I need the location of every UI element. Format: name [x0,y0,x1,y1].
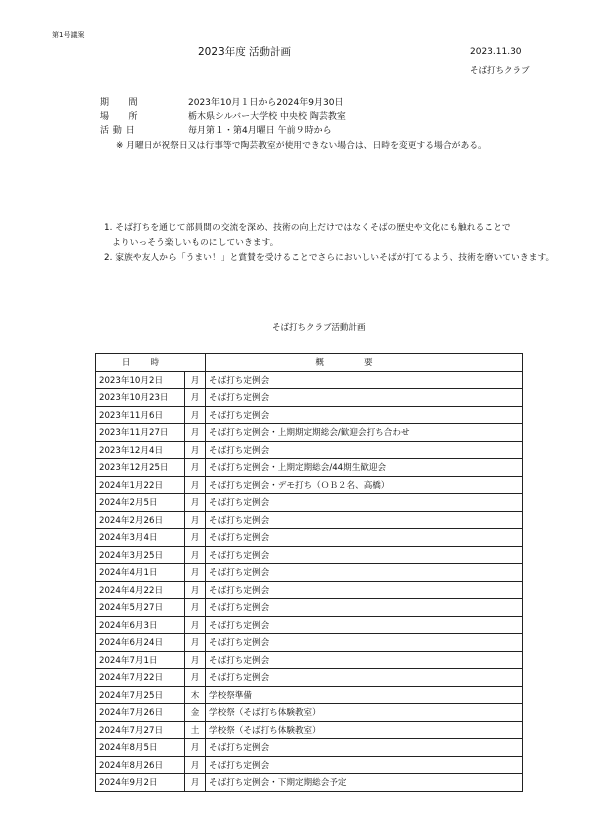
row-date: 2024年6月24日 [96,634,185,652]
row-date: 2024年8月5日 [96,739,185,757]
goal-1-line-1: 1. そば打ちを通じて部員間の交流を深め、技術の向上だけではなくそばの歴史や文化にも触れることで [104,223,511,233]
doc-number: 第1号議案 [52,31,85,39]
row-summary: そば打ち定例会・下期定期総会予定 [206,774,523,792]
row-weekday: 月 [185,459,206,477]
row-date: 2024年7月1日 [96,651,185,669]
row-weekday: 木 [185,686,206,704]
row-summary: そば打ち定例会 [206,739,523,757]
row-weekday: 月 [185,651,206,669]
row-weekday: 月 [185,511,206,529]
table-row [96,564,523,582]
table-row [96,704,523,722]
table-row [96,406,523,424]
row-weekday: 月 [185,599,206,617]
row-summary: 学校祭準備 [206,686,523,704]
info-block [100,94,346,136]
info-row-days [100,122,346,136]
row-summary: 学校祭（そば打ち体験教室） [206,721,523,739]
table-row [96,441,523,459]
table-row [96,581,523,599]
info-row-period [100,94,346,108]
table-row [96,616,523,634]
row-date: 2023年10月2日 [96,371,185,389]
row-summary: そば打ち定例会 [206,616,523,634]
row-weekday: 土 [185,721,206,739]
row-summary: そば打ち定例会 [206,669,523,687]
table-row [96,389,523,407]
row-summary: そば打ち定例会 [206,511,523,529]
info-row-place [100,108,346,122]
info-key: 活 動 日 [100,125,136,136]
row-date: 2023年10月23日 [96,389,185,407]
row-date: 2023年11月27日 [96,424,185,442]
row-date: 2024年3月25日 [96,546,185,564]
table-row [96,651,523,669]
row-weekday: 月 [185,564,206,582]
table-row [96,599,523,617]
goal-1-line-2: よりいっそう楽しいものにしていきます。 [112,238,279,248]
goal-2: 2. 家族や友人から「うまい！」と賞賛を受けることでさらにおいしいそばが打てるよう、技術を磨いていきます。 [104,253,555,263]
row-weekday: 月 [185,389,206,407]
row-date: 2024年7月26日 [96,704,185,722]
table-row [96,529,523,547]
schedule-note: ※ 月曜日が祝祭日又は行事等で陶芸教室が使用できない場合は、日時を変更する場合がある。 [116,141,487,151]
doc-date: 2023.11.30 [470,47,522,57]
table-row [96,476,523,494]
info-key: 場 所 [100,111,139,122]
row-date: 2024年2月26日 [96,511,185,529]
row-date: 2024年6月3日 [96,616,185,634]
row-date: 2024年2月5日 [96,494,185,512]
table-row [96,634,523,652]
schedule-table [95,353,523,792]
row-summary: そば打ち定例会 [206,651,523,669]
row-date: 2023年11月6日 [96,406,185,424]
row-weekday: 月 [185,634,206,652]
row-summary: そば打ち定例会 [206,756,523,774]
row-weekday: 月 [185,581,206,599]
row-date: 2023年12月25日 [96,459,185,477]
table-row [96,546,523,564]
row-date: 2024年9月2日 [96,774,185,792]
table-row [96,739,523,757]
info-value: 栃木県シルバー大学校 中央校 陶芸教室 [188,111,346,122]
row-summary: そば打ち定例会 [206,406,523,424]
header-date: 日時 [96,354,206,372]
row-summary: そば打ち定例会 [206,389,523,407]
row-weekday: 月 [185,406,206,424]
table-row [96,756,523,774]
info-value: 2023年10月１日から2024年9月30日 [188,97,344,108]
row-summary: そば打ち定例会・上期定期総会/44期生歓迎会 [206,459,523,477]
row-summary: そば打ち定例会 [206,441,523,459]
row-weekday: 月 [185,494,206,512]
row-weekday: 月 [185,774,206,792]
row-weekday: 金 [185,704,206,722]
row-date: 2023年12月4日 [96,441,185,459]
row-summary: そば打ち定例会 [206,546,523,564]
page-title: 2023年度 活動計画 [198,46,292,58]
row-summary: そば打ち定例会 [206,371,523,389]
header-summary: 概要 [206,354,523,372]
row-summary: そば打ち定例会・上期期定期総会/歓迎会打ち合わせ [206,424,523,442]
table-row [96,459,523,477]
organization-name: そば打ちクラブ [470,66,530,76]
row-weekday: 月 [185,739,206,757]
row-weekday: 月 [185,756,206,774]
row-date: 2024年1月22日 [96,476,185,494]
row-date: 2024年4月22日 [96,581,185,599]
row-weekday: 月 [185,529,206,547]
table-row [96,371,523,389]
schedule-body [96,371,523,791]
row-summary: そば打ち定例会 [206,529,523,547]
table-caption: そば打ちクラブ活動計画 [272,323,366,333]
row-summary: そば打ち定例会 [206,494,523,512]
row-date: 2024年4月1日 [96,564,185,582]
table-row [96,511,523,529]
row-weekday: 月 [185,371,206,389]
table-row [96,721,523,739]
row-date: 2024年5月27日 [96,599,185,617]
row-weekday: 月 [185,441,206,459]
row-date: 2024年7月22日 [96,669,185,687]
row-weekday: 月 [185,546,206,564]
table-row [96,424,523,442]
table-row [96,669,523,687]
table-row [96,774,523,792]
row-weekday: 月 [185,669,206,687]
row-date: 2024年7月27日 [96,721,185,739]
row-date: 2024年8月26日 [96,756,185,774]
row-date: 2024年3月4日 [96,529,185,547]
row-summary: そば打ち定例会 [206,634,523,652]
table-row [96,494,523,512]
row-summary: 学校祭（そば打ち体験教室） [206,704,523,722]
table-header-row [96,354,523,372]
table-row [96,686,523,704]
row-summary: そば打ち定例会・デモ打ち（ＯＢ２名、高橋） [206,476,523,494]
row-weekday: 月 [185,616,206,634]
goals-list [104,221,554,266]
row-summary: そば打ち定例会 [206,599,523,617]
row-weekday: 月 [185,476,206,494]
row-summary: そば打ち定例会 [206,581,523,599]
info-key: 期 間 [100,97,139,108]
row-weekday: 月 [185,424,206,442]
row-summary: そば打ち定例会 [206,564,523,582]
info-value: 毎月第１・第4月曜日 午前９時から [188,125,332,136]
row-date: 2024年7月25日 [96,686,185,704]
